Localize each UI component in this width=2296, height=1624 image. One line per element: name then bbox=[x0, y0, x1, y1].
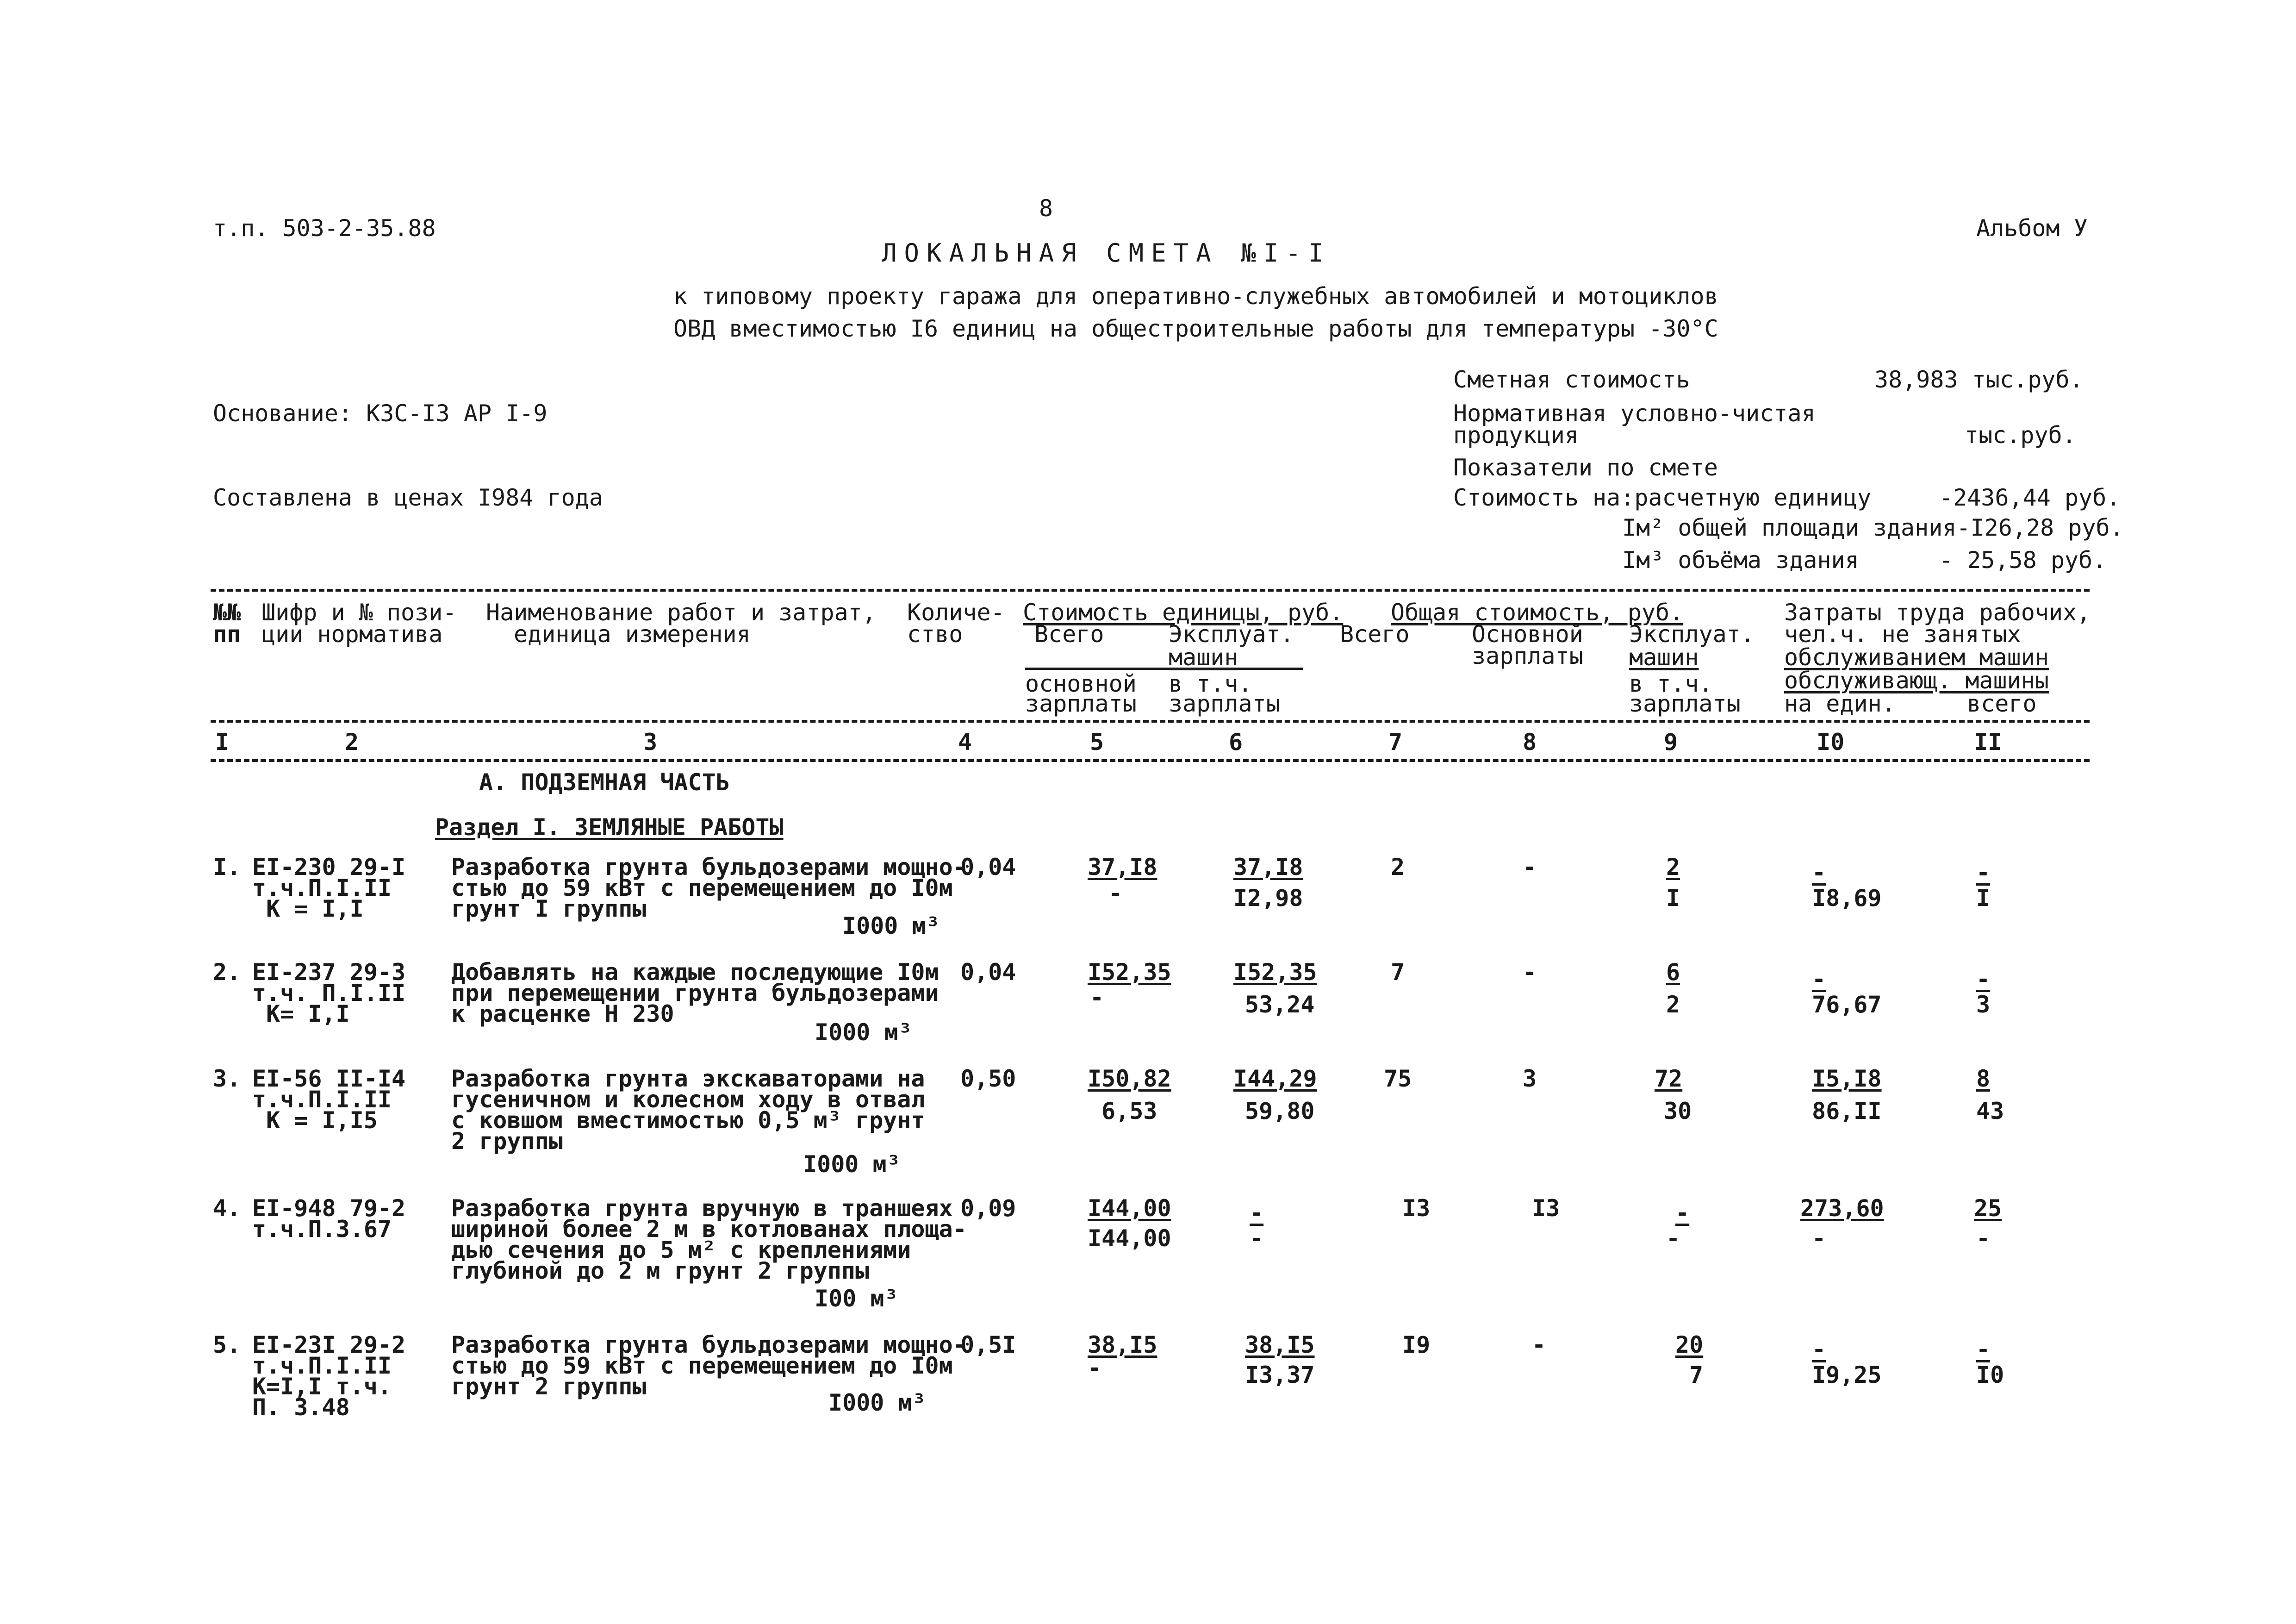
row-c11b: - bbox=[1976, 1225, 1991, 1252]
row-c10a: 273,60 bbox=[1800, 1195, 1884, 1222]
row-code-line: т.ч.П.I.II bbox=[252, 1086, 392, 1113]
header-exploit2-c: в т.ч. bbox=[1629, 670, 1713, 697]
row-qty: 0,5I bbox=[960, 1331, 1016, 1358]
row-c9a: 72 bbox=[1655, 1065, 1683, 1092]
section-part: А. ПОДЗЕМНАЯ ЧАСТЬ bbox=[479, 769, 730, 796]
row-name-line: грунт 2 группы bbox=[451, 1373, 647, 1400]
area-cost: Iм² общей площади здания-I26,28 руб. bbox=[1622, 514, 2124, 541]
row-name-line: Разработка грунта бульдозерами мощно- bbox=[451, 1331, 967, 1358]
table-columns-rule bbox=[211, 759, 2090, 762]
row-number: 3. bbox=[213, 1065, 241, 1092]
col-number-6: 6 bbox=[1229, 729, 1243, 756]
row-number: I. bbox=[213, 854, 241, 881]
row-code-line: К = I,I bbox=[266, 895, 364, 922]
row-c10a: - bbox=[1812, 966, 1826, 993]
row-c6b: I3,37 bbox=[1245, 1362, 1315, 1388]
row-code-line: т.ч.П.I.II bbox=[252, 1352, 392, 1379]
row-unit: I000 м³ bbox=[842, 912, 940, 939]
row-code-line: ЕI-948 79-2 bbox=[252, 1195, 406, 1222]
estimate-cost-label: Сметная стоимость bbox=[1453, 366, 1690, 393]
header-unit-cost: Стоимость единицы, руб. bbox=[1023, 599, 1344, 626]
row-c5b: - bbox=[1090, 984, 1104, 1011]
header-exploit-a: Эксплуат. bbox=[1169, 621, 1294, 648]
row-c5b: - bbox=[1088, 1355, 1102, 1381]
header-num-b: пп bbox=[213, 621, 241, 648]
col-number-2: 2 bbox=[345, 729, 359, 756]
row-name-line: 2 группы bbox=[451, 1128, 563, 1155]
col-number-9: 9 bbox=[1664, 729, 1678, 756]
volume-cost-label: Iм³ объёма здания bbox=[1622, 547, 1859, 574]
net-product-label-1: Нормативная условно-чистая bbox=[1453, 400, 1816, 427]
row-c5a: I52,35 bbox=[1088, 959, 1171, 986]
col-number-7: 7 bbox=[1388, 729, 1403, 756]
col-number-11: II bbox=[1974, 729, 2002, 756]
row-c10b: I8,69 bbox=[1812, 885, 1882, 912]
section-title: Раздел I. ЗЕМЛЯНЫЕ РАБОТЫ bbox=[435, 814, 784, 841]
row-unit: I000 м³ bbox=[815, 1019, 912, 1046]
header-exploit2-b: машин bbox=[1629, 644, 1699, 671]
row-c6a: - bbox=[1250, 1199, 1264, 1226]
row-c10a: - bbox=[1812, 859, 1826, 886]
row-code-line: ЕI-23I 29-2 bbox=[252, 1331, 406, 1358]
row-qty: 0,50 bbox=[960, 1065, 1016, 1092]
subtitle-line-2: ОВД вместимостью I6 единиц на общестроительные работы для температуры -30°С bbox=[673, 315, 1718, 342]
col-number-10: I0 bbox=[1817, 729, 1845, 756]
row-c7: 7 bbox=[1391, 959, 1405, 986]
net-product-label-2: продукция bbox=[1453, 422, 1579, 449]
row-name-line: шириной более 2 м в котлованах площа- bbox=[451, 1216, 967, 1243]
row-c6a: 38,I5 bbox=[1245, 1331, 1315, 1358]
row-c8: - bbox=[1523, 854, 1537, 881]
row-c7: 2 bbox=[1391, 854, 1405, 881]
row-c9b: 7 bbox=[1689, 1362, 1704, 1388]
row-c6a: 37,I8 bbox=[1233, 854, 1303, 881]
header-exploit-d: зарплаты bbox=[1169, 690, 1280, 717]
row-c11b: I bbox=[1976, 885, 1991, 912]
row-number: 5. bbox=[213, 1331, 241, 1358]
header-labor-d: обслуживающ. машины bbox=[1784, 667, 2049, 694]
row-c11a: - bbox=[1976, 966, 1991, 993]
row-number: 4. bbox=[213, 1195, 241, 1222]
header-code-a: Шифр и № пози- bbox=[261, 599, 457, 626]
subtitle-line-1: к типовому проекту гаража для оперативно-служебных автомобилей и мотоциклов bbox=[673, 283, 1718, 310]
header-base-wage-a: Основной bbox=[1472, 621, 1583, 648]
row-c11a: 25 bbox=[1974, 1195, 2002, 1222]
row-c9a: 20 bbox=[1675, 1331, 1704, 1358]
row-code-line: ЕI-230 29-I bbox=[252, 854, 406, 881]
row-name-line: грунт I группы bbox=[451, 895, 647, 922]
row-name-line: к расценке Н 230 bbox=[451, 1000, 674, 1027]
estimate-cost-value: 38,983 тыс.руб. bbox=[1874, 366, 2084, 393]
header-base-a: основной bbox=[1025, 670, 1137, 697]
header-exploit2-a: Эксплуат. bbox=[1629, 621, 1755, 648]
col-number-3: 3 bbox=[643, 729, 658, 756]
row-unit: I000 м³ bbox=[828, 1389, 926, 1416]
header-rule-5-6 bbox=[1025, 668, 1303, 670]
row-qty: 0,09 bbox=[960, 1195, 1016, 1222]
header-name-a: Наименование работ и затрат, bbox=[486, 599, 876, 626]
row-c9b: I bbox=[1666, 885, 1680, 912]
indicators-label: Показатели по смете bbox=[1453, 454, 1718, 481]
row-c7: I3 bbox=[1402, 1195, 1431, 1222]
row-name-line: стью до 59 кВт с перемещением до I0м bbox=[451, 1352, 953, 1379]
row-name-line: с ковшом вместимостью 0,5 м³ грунт bbox=[451, 1107, 925, 1134]
row-code-line: К = I,I5 bbox=[266, 1107, 378, 1134]
row-c5a: 37,I8 bbox=[1088, 854, 1157, 881]
col-number-1: I bbox=[215, 729, 230, 756]
header-total-all: Всего bbox=[1340, 621, 1410, 648]
row-name-line: гусеничном и колесном ходу в отвал bbox=[451, 1086, 925, 1113]
unit-cost-label: Стоимость на:расчетную единицу bbox=[1453, 484, 1872, 511]
row-name-line: дью сечения до 5 м² с креплениями bbox=[451, 1237, 911, 1263]
row-code-line: ЕI-237 29-3 bbox=[252, 959, 406, 986]
row-unit: I000 м³ bbox=[803, 1151, 901, 1178]
row-code-line: П. 3.48 bbox=[252, 1394, 350, 1421]
header-labor-b: чел.ч. не занятых bbox=[1784, 621, 2021, 648]
row-unit: I00 м³ bbox=[815, 1285, 898, 1312]
page-number: 8 bbox=[1039, 195, 1053, 222]
row-c10a: I5,I8 bbox=[1812, 1065, 1882, 1092]
header-total-cost: Общая стоимость, руб. bbox=[1391, 599, 1684, 626]
row-c11b: 3 bbox=[1976, 991, 1991, 1018]
row-c10b: I9,25 bbox=[1812, 1362, 1882, 1388]
row-name-line: Разработка грунта бульдозерами мощно- bbox=[451, 854, 967, 881]
net-product-value: тыс.руб. bbox=[1965, 422, 2076, 449]
header-labor-a: Затраты труда рабочих, bbox=[1784, 599, 2091, 626]
row-c6b: 53,24 bbox=[1245, 991, 1315, 1018]
header-code-b: ции норматива bbox=[261, 621, 443, 648]
col-number-5: 5 bbox=[1090, 729, 1104, 756]
row-code-line: т.ч.П.3.67 bbox=[252, 1216, 392, 1243]
row-c11b: 43 bbox=[1976, 1098, 2004, 1124]
header-qty-b: ство bbox=[907, 621, 963, 648]
volume-cost-value: - 25,58 руб. bbox=[1939, 547, 2107, 574]
row-qty: 0,04 bbox=[960, 959, 1016, 986]
row-c9a: - bbox=[1675, 1199, 1690, 1226]
header-base-wage-b: зарплаты bbox=[1472, 643, 1583, 669]
row-number: 2. bbox=[213, 959, 241, 986]
price-year: Составлена в ценах I984 года bbox=[213, 484, 603, 511]
row-name-line: при перемещении грунта бульдозерами bbox=[451, 980, 939, 1006]
row-name-line: глубиной до 2 м грунт 2 группы bbox=[451, 1257, 870, 1284]
row-c8: 3 bbox=[1523, 1065, 1537, 1092]
header-base-b: зарплаты bbox=[1025, 690, 1137, 717]
row-code-line: К= I,I bbox=[266, 1000, 350, 1027]
row-c8: - bbox=[1532, 1331, 1546, 1358]
album-label: Альбом У bbox=[1976, 215, 2088, 242]
col-number-4: 4 bbox=[958, 729, 972, 756]
header-exploit2-d: зарплаты bbox=[1629, 690, 1741, 717]
row-name-line: Добавлять на каждые последующие I0м bbox=[451, 959, 939, 986]
row-c6a: I44,29 bbox=[1233, 1065, 1317, 1092]
row-c6a: I52,35 bbox=[1233, 959, 1317, 986]
row-name-line: стью до 59 кВт с перемещением до I0м bbox=[451, 874, 953, 901]
row-c9b: - bbox=[1666, 1225, 1680, 1252]
header-labor-unit: на един. bbox=[1784, 690, 1896, 717]
row-c8: - bbox=[1523, 959, 1537, 986]
table-header-rule bbox=[211, 720, 2090, 723]
row-c8: I3 bbox=[1532, 1195, 1560, 1222]
row-code-line: ЕI-56 II-I4 bbox=[252, 1065, 406, 1092]
header-num-a: №№ bbox=[213, 599, 241, 626]
header-labor-total: всего bbox=[1967, 690, 2037, 717]
document-title: ЛОКАЛЬНАЯ СМЕТА №I-I bbox=[882, 238, 1331, 268]
row-c10b: 86,II bbox=[1812, 1098, 1882, 1124]
row-c7: I9 bbox=[1402, 1331, 1431, 1358]
row-name-line: Разработка грунта экскаваторами на bbox=[451, 1065, 925, 1092]
row-c9b: 2 bbox=[1666, 991, 1680, 1018]
project-code: т.п. 503-2-35.88 bbox=[213, 215, 436, 242]
row-qty: 0,04 bbox=[960, 854, 1016, 881]
header-exploit-b: машин bbox=[1169, 644, 1238, 671]
row-c9b: 30 bbox=[1664, 1098, 1692, 1124]
row-code-line: К=I,I т.ч. bbox=[252, 1373, 392, 1400]
table-top-rule bbox=[211, 589, 2090, 592]
row-c7: 75 bbox=[1384, 1065, 1412, 1092]
row-c5a: I44,00 bbox=[1088, 1195, 1171, 1222]
header-exploit-c: в т.ч. bbox=[1169, 670, 1252, 697]
header-labor-c: обслуживанием машин bbox=[1784, 644, 2049, 671]
row-c5b: - bbox=[1108, 880, 1123, 907]
row-c10b: - bbox=[1812, 1225, 1826, 1252]
row-c5b: I44,00 bbox=[1088, 1225, 1171, 1252]
row-c5b: 6,53 bbox=[1101, 1098, 1157, 1124]
row-c9a: 6 bbox=[1666, 959, 1680, 986]
row-c10a: - bbox=[1812, 1336, 1826, 1363]
row-c11b: I0 bbox=[1976, 1362, 2004, 1388]
header-name-b: единица измерения bbox=[514, 621, 751, 648]
row-c11a: 8 bbox=[1976, 1065, 1991, 1092]
row-c6b: 59,80 bbox=[1245, 1098, 1315, 1124]
row-code-line: т.ч.П.I.II bbox=[252, 874, 392, 901]
row-c11a: - bbox=[1976, 1336, 1991, 1363]
header-qty-a: Количе- bbox=[907, 599, 1005, 626]
row-code-line: т.ч. П.I.II bbox=[252, 980, 406, 1006]
row-c6b: I2,98 bbox=[1233, 885, 1303, 912]
row-c9a: 2 bbox=[1666, 854, 1680, 881]
basis: Основание: КЗС-I3 АР I-9 bbox=[213, 400, 548, 427]
row-c11a: - bbox=[1976, 859, 1991, 886]
row-name-line: Разработка грунта вручную в траншеях bbox=[451, 1195, 953, 1222]
col-number-8: 8 bbox=[1523, 729, 1537, 756]
row-c5a: I50,82 bbox=[1088, 1065, 1171, 1092]
row-c5a: 38,I5 bbox=[1088, 1331, 1157, 1358]
row-c10b: 76,67 bbox=[1812, 991, 1882, 1018]
unit-cost-value: -2436,44 руб. bbox=[1939, 484, 2121, 511]
row-c6b: - bbox=[1250, 1225, 1264, 1252]
header-total: Всего bbox=[1034, 621, 1104, 648]
